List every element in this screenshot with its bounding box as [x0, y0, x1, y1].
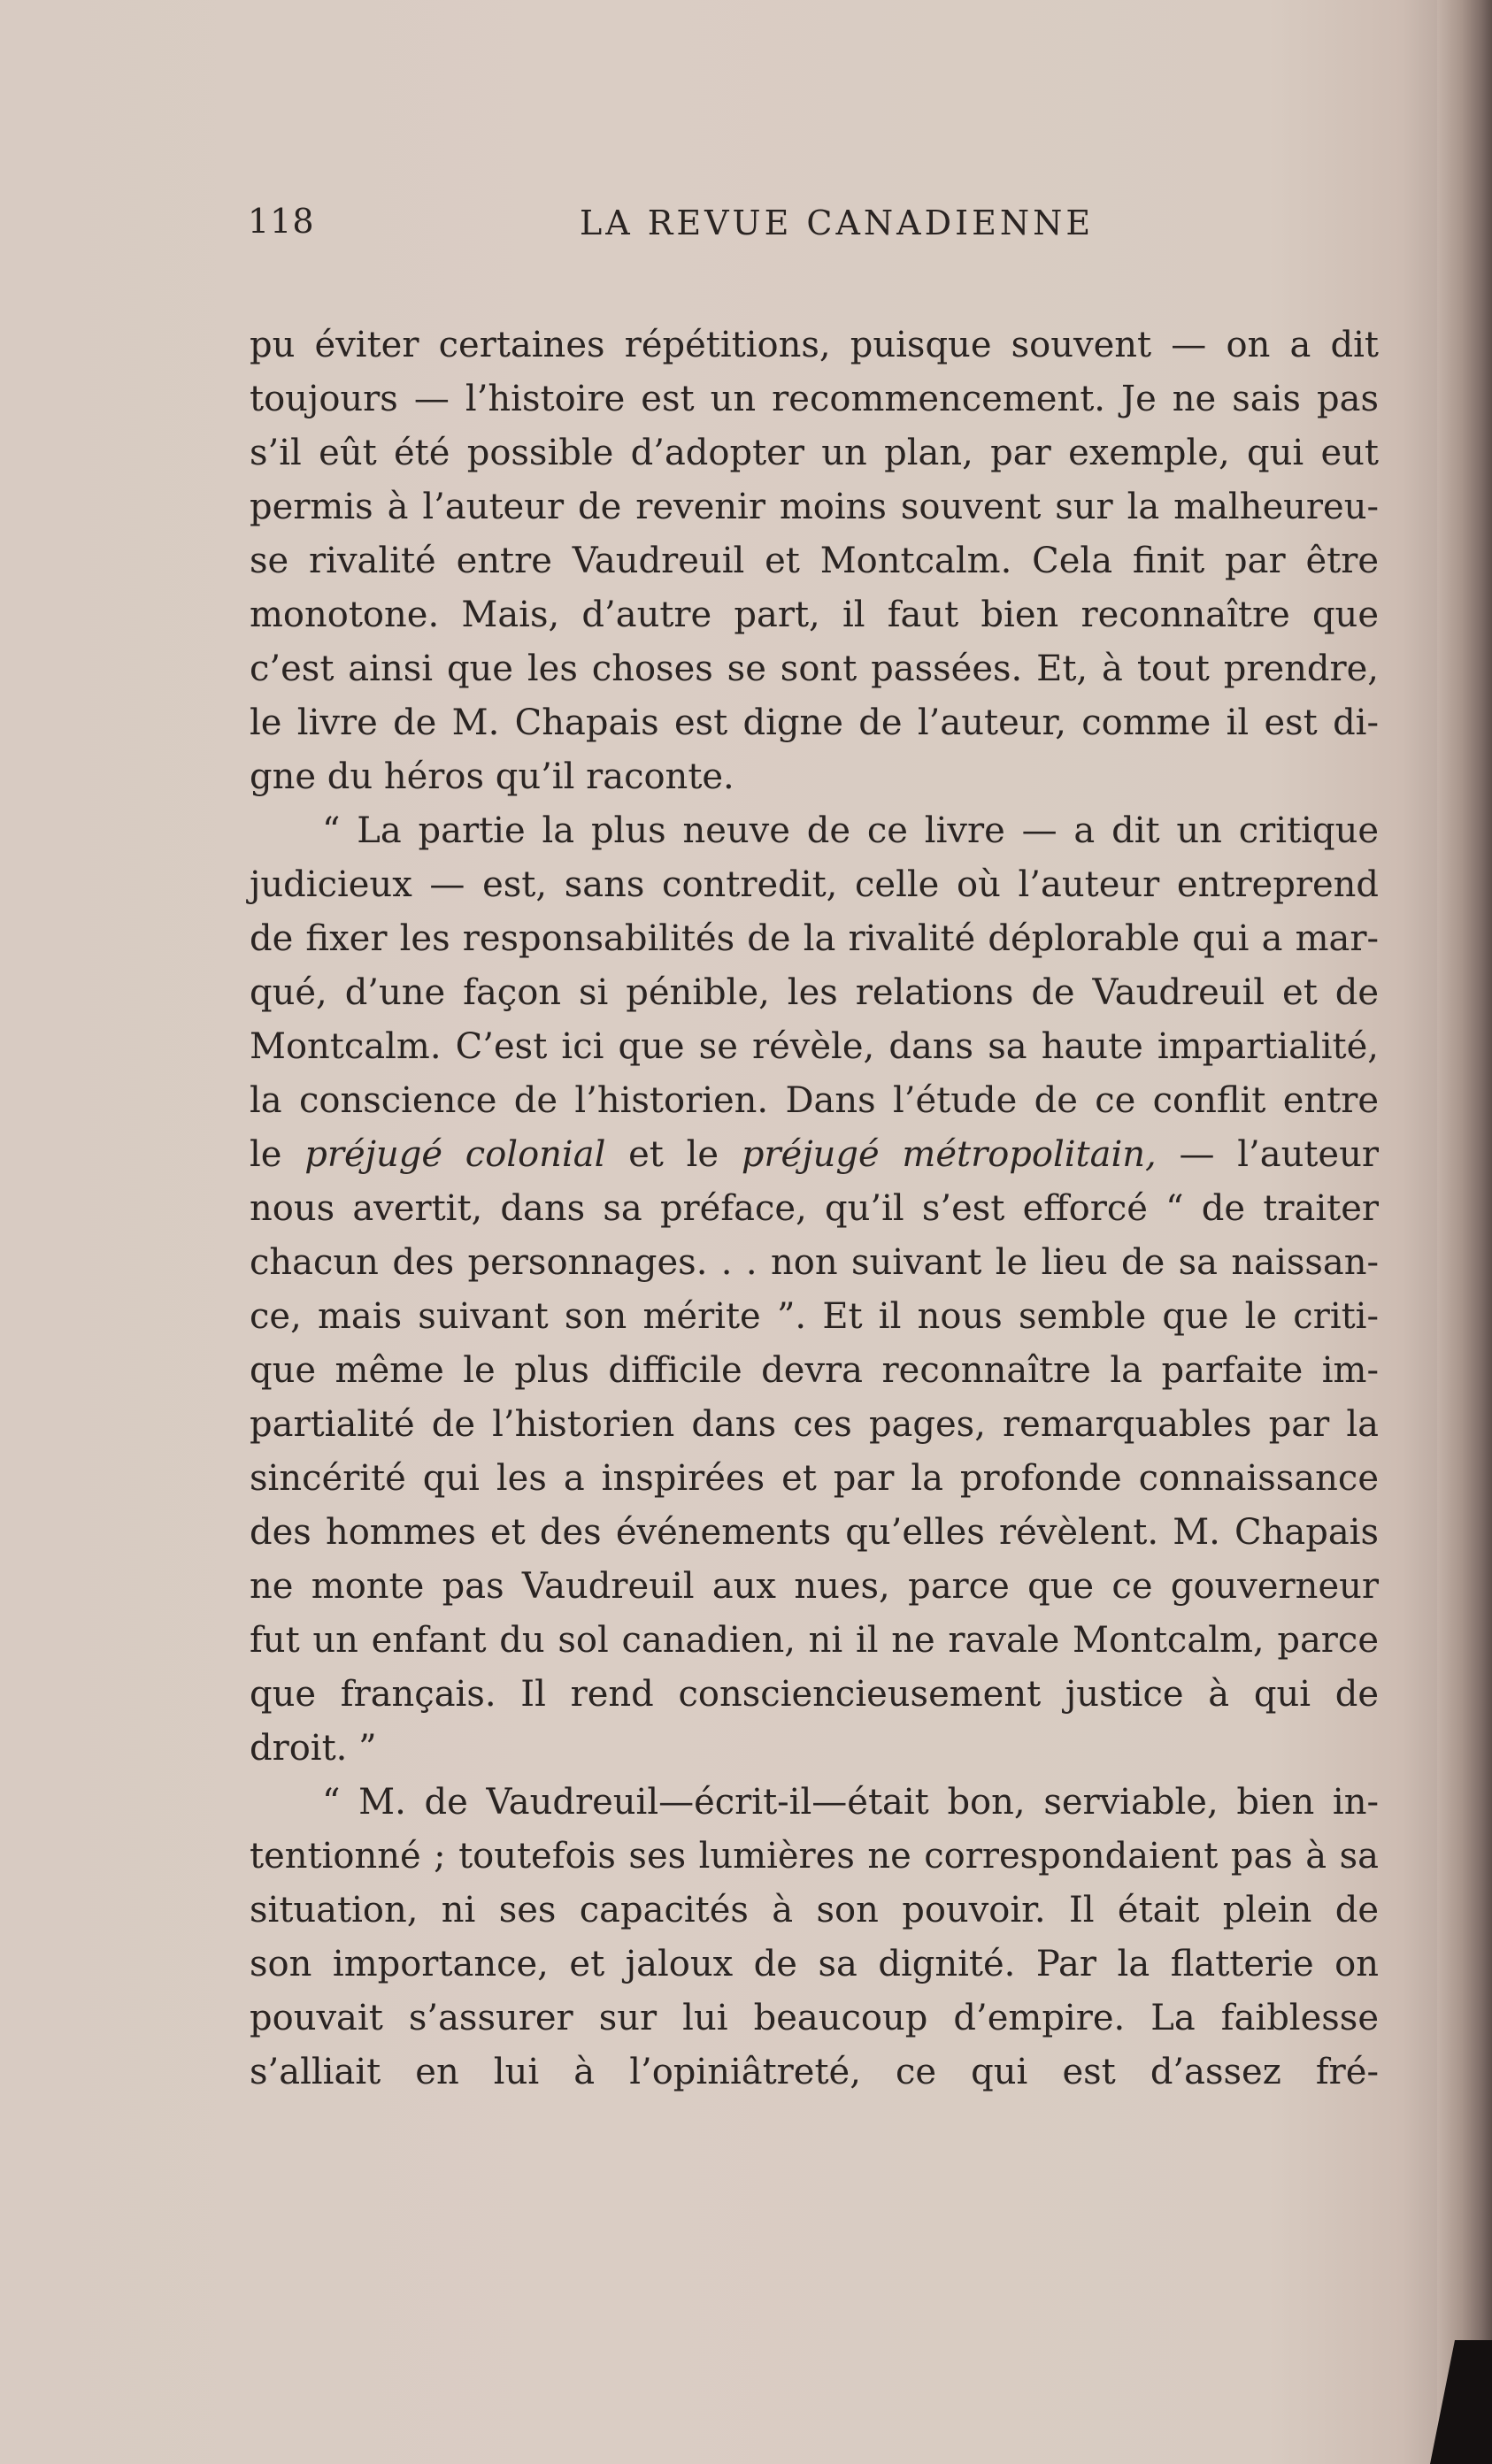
paragraph-3 — [250, 1776, 1379, 2099]
text-line: pouvait s’assurer sur lui beaucoup d’empire. La faiblesse — [250, 1998, 1379, 2038]
text-line: nous avertit, dans sa préface, qu’il s’est efforcé “ de traiter — [250, 1188, 1379, 1229]
text-line: ce, mais suivant son mérite ”. Et il nous semble que le criti- — [250, 1296, 1379, 1337]
text-line: qué, d’une façon si pénible, les relations de Vaudreuil et de — [250, 972, 1379, 1013]
text-line-with-italics — [250, 1128, 1379, 1182]
text-line: le livre de M. Chapais est digne de l’auteur, comme il est di- — [250, 702, 1379, 743]
body-text — [250, 319, 1379, 2099]
text-line: s’alliait en lui à l’opiniâtreté, ce qui est d’assez fré- — [250, 2052, 1379, 2092]
italic-phrase: préjugé colonial — [304, 1134, 606, 1175]
text-line: se rivalité entre Vaudreuil et Montcalm. Cela finit par être — [250, 541, 1379, 581]
text-line: la conscience de l’historien. Dans l’étude de ce conflit entre — [250, 1080, 1379, 1121]
text-line: chacun des personnages. . . non suivant le lieu de sa naissan- — [250, 1242, 1379, 1283]
text-line: de fixer les responsabilités de la rivalité déplorable qui a mar- — [250, 918, 1379, 959]
text-line: s’il eût été possible d’adopter un plan, par exemple, qui eut — [250, 433, 1379, 473]
text-fragment: le — [250, 1134, 305, 1175]
text-line: permis à l’auteur de revenir moins souvent sur la malheureu- — [250, 487, 1379, 527]
text-line: monotone. Mais, d’autre part, il faut bien reconnaître que — [250, 595, 1379, 635]
text-line: toujours — l’histoire est un recommencement. Je ne sais pas — [250, 379, 1379, 419]
text-line: son importance, et jaloux de sa dignité. Par la flatterie on — [250, 1944, 1379, 1984]
text-line: “ La partie la plus neuve de ce livre — a dit un critique — [322, 810, 1379, 851]
italic-phrase: préjugé métropolitain, — [741, 1134, 1157, 1175]
text-line: pu éviter certaines répétitions, puisque souvent — on a dit — [250, 325, 1379, 365]
text-line: situation, ni ses capacités à son pouvoir. Il était plein de — [250, 1890, 1379, 1931]
text-line: judicieux — est, sans contredit, celle où l’auteur entreprend — [250, 864, 1379, 905]
text-line: Montcalm. C’est ici que se révèle, dans sa haute impartialité, — [250, 1026, 1379, 1067]
text-line: partialité de l’historien dans ces pages, remarquables par la — [250, 1404, 1379, 1445]
text-line: que français. Il rend consciencieusement justice à qui de — [250, 1674, 1379, 1715]
journal-title: LA REVUE CANADIENNE — [580, 203, 1095, 242]
paragraph-2 — [250, 804, 1379, 1776]
text-line: c’est ainsi que les choses se sont passées. Et, à tout prendre, — [250, 649, 1379, 689]
text-line: sincérité qui les a inspirées et par la profonde connaissance — [250, 1458, 1379, 1499]
text-fragment: et le — [605, 1134, 742, 1175]
page-edge-shadow — [1437, 0, 1492, 2464]
text-fragment: — l’auteur — [1156, 1134, 1379, 1175]
text-line: que même le plus difficile devra reconnaître la parfaite im- — [250, 1350, 1379, 1391]
text-line: fut un enfant du sol canadien, ni il ne ravale Montcalm, parce — [250, 1620, 1379, 1661]
paragraph-1 — [250, 319, 1379, 804]
text-line: “ M. de Vaudreuil—écrit-il—était bon, serviable, bien in- — [322, 1782, 1379, 1823]
text-line: tentionné ; toutefois ses lumières ne correspondaient pas à sa — [250, 1836, 1379, 1877]
text-line: gne du héros qu’il raconte. — [250, 756, 734, 797]
text-line: droit. ” — [250, 1728, 377, 1769]
text-line: ne monte pas Vaudreuil aux nues, parce que ce gouverneur — [250, 1566, 1379, 1607]
text-line: des hommes et des événements qu’elles révèlent. M. Chapais — [250, 1512, 1379, 1553]
page-number: 118 — [248, 202, 315, 241]
running-head — [248, 202, 1380, 255]
